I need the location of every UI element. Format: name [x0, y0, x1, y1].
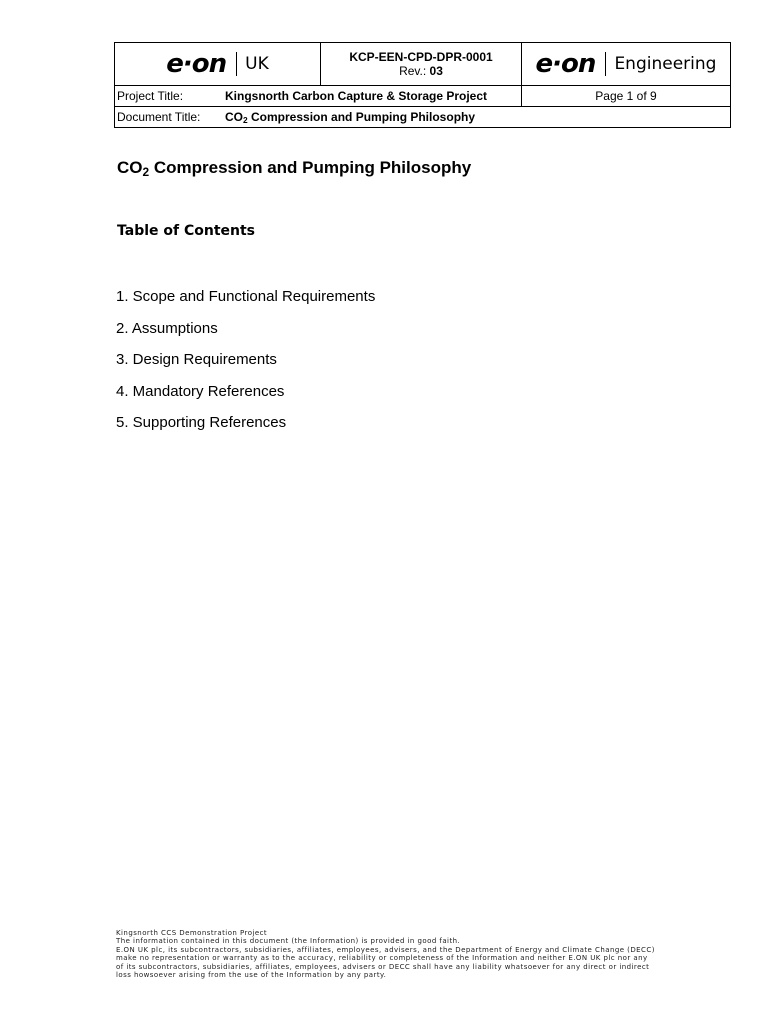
- eon-logo-brand: e·on: [166, 49, 227, 79]
- toc-item-scope: 1. Scope and Functional Requirements: [116, 288, 376, 305]
- document-code: KCP-EEN-CPD-DPR-0001: [349, 50, 493, 64]
- revision-value: 03: [429, 64, 443, 78]
- project-title: Kingsnorth Carbon Capture & Storage Project: [225, 89, 488, 103]
- page-title-sub: 2: [142, 164, 150, 179]
- eon-engineering-logo: [522, 43, 730, 85]
- document-title-cell: [115, 107, 731, 128]
- document-title-label: Document Title:: [117, 110, 201, 124]
- toc-item-assumptions: 2. Assumptions: [116, 319, 218, 337]
- toc-item-supporting-references: 5. Supporting References: [116, 414, 287, 431]
- page-title-post: Compression and Pumping Philosophy: [149, 158, 472, 177]
- footer-good-faith: The information contained in this document (the Information) is provided in good faith.: [116, 937, 461, 946]
- footer-liability: E.ON UK plc, its subcontractors, subsidiaries, affiliates, employees, advisers, and the Department of Energy and Climate Change (DECC) make no representation or warranty as to the accuracy, reliability or completeness of the Information and neither E.ON UK plc nor any of its subcontractors, subsidiaries, affiliates, employees, advisers or DECC shall have any liability whatsoever for any direct or indirect loss howsoever arising from the use of the Information by any party.: [116, 945, 655, 980]
- logo-divider: [236, 52, 237, 76]
- document-title-sub: 2: [243, 115, 248, 126]
- eon-engineering-logo-cell: [522, 43, 731, 86]
- document-title-pre: CO: [225, 110, 243, 124]
- page-title: [117, 158, 471, 178]
- document-header-table: [114, 42, 731, 128]
- revision-label: Rev.:: [399, 64, 430, 78]
- toc-item-mandatory-references: 4. Mandatory References: [116, 382, 285, 400]
- logo-suffix-uk: UK: [245, 54, 269, 74]
- eon-uk-logo-cell: [115, 43, 321, 86]
- document-reference-cell: [321, 43, 522, 86]
- footer-disclaimer: [116, 929, 656, 979]
- page-indicator: Page 1 of 9: [522, 86, 731, 107]
- table-of-contents: [116, 287, 375, 445]
- toc-item-design-requirements: 3. Design Requirements: [116, 351, 277, 368]
- revision: [321, 64, 521, 78]
- toc-heading: Table of Contents: [117, 223, 256, 239]
- document-title: [225, 110, 475, 124]
- eon-logo-brand: e·on: [535, 49, 596, 79]
- logo-divider: [605, 52, 606, 76]
- project-title-label: Project Title:: [117, 89, 184, 103]
- eon-uk-logo: [115, 43, 320, 85]
- page-title-pre: CO: [117, 158, 143, 177]
- footer-project-name: Kingsnorth CCS Demonstration Project: [116, 929, 268, 937]
- logo-suffix-engineering: Engineering: [614, 54, 717, 74]
- project-title-cell: [115, 86, 522, 107]
- document-title-post: Compression and Pumping Philosophy: [247, 110, 476, 124]
